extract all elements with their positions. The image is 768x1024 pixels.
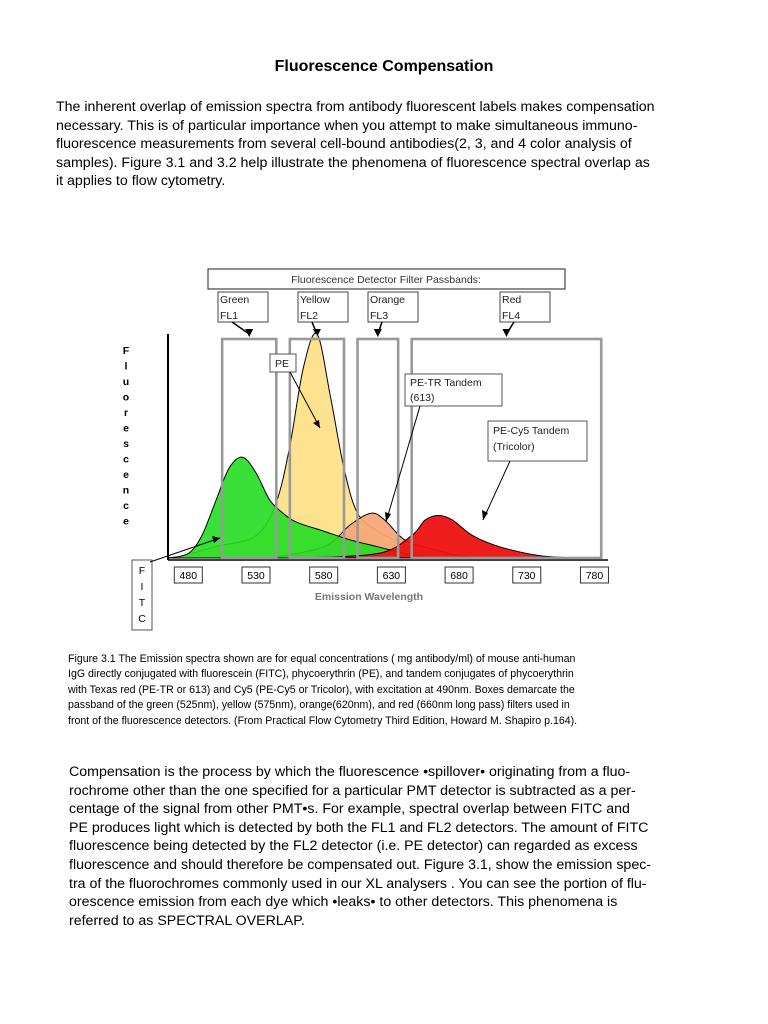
detector-name: Red — [502, 294, 522, 306]
x-tick-label: 680 — [450, 570, 468, 582]
petr-pointer-head — [385, 512, 391, 522]
y-axis-label-letter: e — [123, 515, 129, 528]
body-line: Compensation is the process by which the fluorescence •spillover• originating from a fluo- — [69, 764, 631, 780]
pecy5-pointer — [483, 461, 510, 520]
y-axis-label-letter: u — [122, 376, 130, 388]
body-line: centage of the signal from other PMT•s. For example, spectral overlap between FITC and — [69, 801, 630, 818]
y-axis-label-letter: r — [123, 407, 129, 419]
intro-paragraph — [56, 98, 706, 191]
y-axis-label-letter: F — [122, 345, 130, 357]
body-line: fluorescence being detected by the FL2 detector (i.e. PE detector) can regarded as excess — [69, 838, 638, 855]
x-tick-label: 630 — [382, 570, 401, 582]
y-axis-label-letter: c — [123, 453, 129, 466]
fitc-letter: C — [138, 613, 146, 625]
pecy5-annotation-line1: PE-Cy5 Tandem — [493, 425, 570, 437]
body-line: PE produces light which is detected by both the FL1 and FL2 detectors. The amount of FITC — [69, 819, 649, 836]
caption-line: Figure 3.1 The Emission spectra shown are for equal concentrations ( mg antibody/ml) of mouse anti-human — [68, 653, 576, 665]
detector-arrow-head — [502, 329, 510, 337]
detector-name: Orange — [370, 294, 406, 306]
caption-line: IgG directly conjugated with fluorescein (FITC), phycoerythrin (PE), and tandem conjugates of phycoerythrin — [68, 668, 574, 681]
detector-name: Yellow — [300, 294, 330, 306]
detector-channel: FL1 — [220, 310, 239, 322]
pe-annotation: PE — [275, 358, 290, 370]
detector-channel: FL4 — [502, 310, 521, 322]
pecy5-annotation-line2: (Tricolor) — [493, 441, 535, 453]
body-line: fluorescence and should therefore be compensated out. Figure 3.1, show the emission spec- — [69, 856, 652, 873]
fitc-letter: I — [140, 581, 144, 593]
x-tick-label: 730 — [518, 570, 536, 582]
figure-caption — [68, 652, 688, 729]
y-axis-label-letter: e — [123, 469, 129, 481]
detector-name: Green — [220, 294, 250, 306]
detector-arrow-head — [245, 329, 253, 337]
petr-annotation-line1: PE-TR Tandem — [410, 377, 482, 389]
intro-line: samples). Figure 3.1 and 3.2 help illustrate the phenomena of fluorescence spectral overlap as — [56, 154, 650, 171]
emission-spectra-chart — [110, 262, 630, 642]
y-axis-label-letter: o — [122, 391, 130, 404]
page-title: Fluorescence Compensation — [274, 58, 494, 75]
intro-line: fluorescence measurements from several cell-bound antibodies(2, 3, and 4 color analysis of — [56, 136, 632, 153]
y-axis-label-letter: c — [123, 500, 129, 512]
compensation-paragraph — [69, 763, 699, 930]
x-tick-label: 530 — [247, 570, 265, 582]
fitc-letter: F — [138, 565, 146, 577]
caption-line: with Texas red (PE-TR or 613) and Cy5 (PE-Cy5 or Tricolor), with excitation at 490nm. Boxes demarcate the — [68, 683, 575, 696]
body-line: referred to as SPECTRAL OVERLAP. — [69, 912, 305, 929]
petr-annotation-line2: (613) — [410, 392, 435, 404]
x-axis-label: Emission Wavelength — [314, 591, 424, 603]
body-line: rochrome other than the one specified for a particular PMT detector is subtracted as a per- — [69, 782, 636, 799]
caption-line: passband of the green (525nm), yellow (575nm), orange(620nm), and red (660nm long pass) filters used in — [68, 699, 570, 712]
intro-line: The inherent overlap of emission spectra from antibody fluorescent labels makes compensation — [56, 99, 655, 115]
detector-channel: FL3 — [370, 310, 389, 322]
detector-channel: FL2 — [300, 310, 319, 322]
y-axis-label-letter: n — [122, 484, 130, 497]
fitc-letter: T — [138, 597, 146, 609]
x-tick-label: 480 — [179, 570, 198, 582]
emission-spectra-figure — [110, 262, 630, 642]
intro-line: it applies to flow cytometry. — [56, 173, 226, 190]
caption-line: front of the fluorescence detectors. (From Practical Flow Cytometry Third Edition, Howard M. Shapiro p.164). — [68, 714, 578, 727]
y-axis-label-letter: l — [124, 360, 128, 373]
intro-line: necessary. This is of particular importance when you attempt to make simultaneous immuno- — [56, 117, 638, 134]
y-axis-label-letter: s — [123, 438, 129, 450]
x-tick-label: 780 — [585, 570, 604, 582]
petr-pointer — [386, 406, 420, 522]
body-line: tra of the fluorochromes commonly used in our XL analysers . You can see the portion of flu- — [69, 875, 647, 892]
x-tick-label: 580 — [314, 570, 333, 582]
body-line: orescence emission from each dye which •leaks• to other detectors. This phenomena is — [69, 894, 618, 911]
chart-title: Fluorescence Detector Filter Passbands: — [291, 274, 481, 286]
y-axis-label-letter: e — [123, 422, 129, 435]
detector-arrow-head — [374, 329, 382, 337]
detector-arrow — [232, 322, 249, 334]
